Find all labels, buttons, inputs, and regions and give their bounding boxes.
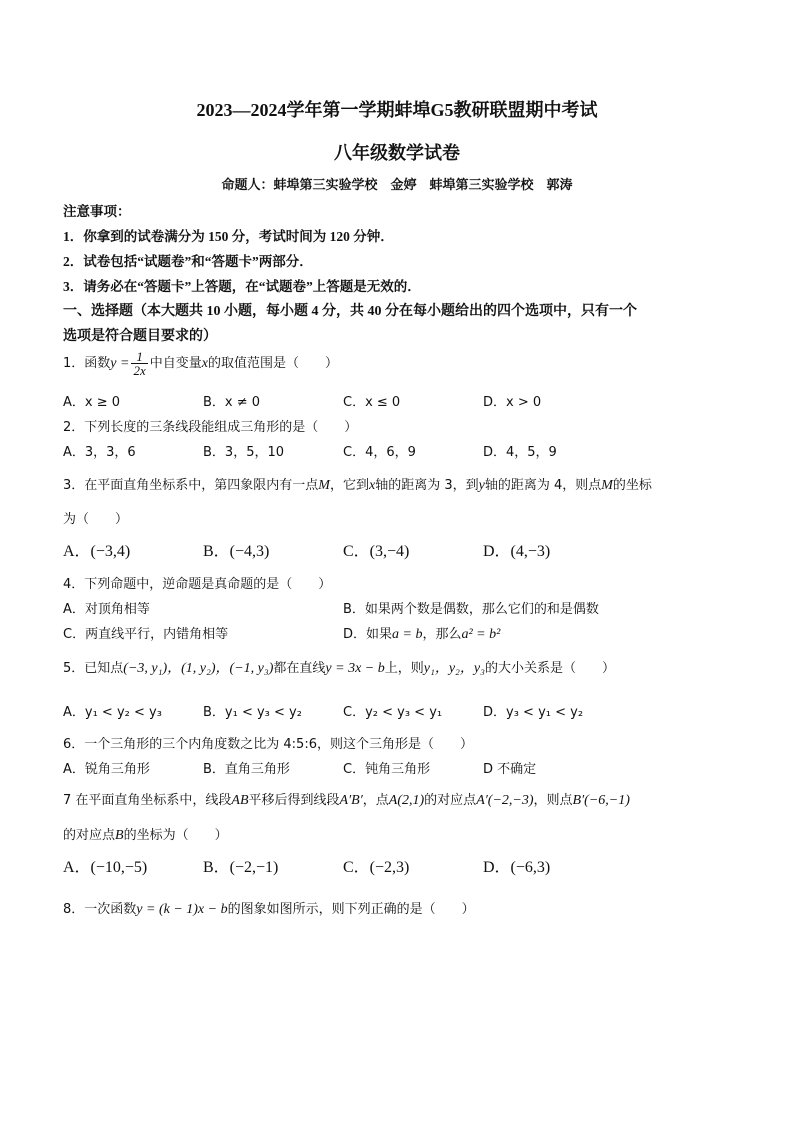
note-item-1: 1．你拿到的试卷满分为 150 分，考试时间为 120 分钟． bbox=[63, 229, 394, 244]
q4-option-a: A．对顶角相等 bbox=[63, 602, 150, 617]
q1-var: x bbox=[201, 356, 208, 371]
q4-optd-eq1: a = b bbox=[392, 627, 423, 642]
q4-optd-mid: ，那么 bbox=[422, 627, 462, 642]
q7-part2: 平移后得到线段 bbox=[248, 793, 340, 808]
q1-frac-den: 2x bbox=[133, 363, 146, 378]
note-item-2: 2．试卷包括“试题卷”和“答题卡”两部分． bbox=[63, 254, 313, 269]
q3-part3: 轴的距离为 3，到 bbox=[375, 478, 479, 493]
q1-post: 的取值范围是（ ） bbox=[207, 356, 338, 371]
q7-line2-post: 的坐标为（ ） bbox=[123, 828, 228, 843]
question-6-stem: 6．一个三角形的三个内角度数之比为 4:5:6，则这个三角形是（ ） bbox=[63, 737, 473, 752]
question-3-stem bbox=[63, 474, 652, 494]
q7-a2: A′(−2,−3) bbox=[476, 793, 534, 808]
q6-option-c: C．钝角三角形 bbox=[343, 762, 431, 777]
q5-option-a: A．y₁ < y₂ < y₃ bbox=[63, 705, 162, 720]
q5-post1: 上，则 bbox=[384, 661, 424, 676]
q1-option-c: C．x ≤ 0 bbox=[343, 395, 401, 410]
q5-line: y = 3x − b bbox=[325, 661, 385, 676]
q7-part1: 7 在平面直角坐标系中，线段 bbox=[63, 793, 232, 808]
q3-option-a: A．(−3,4) bbox=[63, 543, 131, 560]
q8-post: 的图象如图所示，则下列正确的是（ ） bbox=[227, 902, 475, 917]
q7-option-b: B．(−2,−1) bbox=[203, 859, 279, 876]
q3-option-d: D．(4,−3) bbox=[483, 543, 551, 560]
q7-b: B bbox=[115, 828, 124, 843]
q7-a: A(2,1) bbox=[388, 793, 425, 808]
q5-option-c: C．y₂ < y₃ < y₁ bbox=[343, 705, 443, 720]
q5-vars: y₁，y₂，y₃ bbox=[423, 661, 486, 676]
question-1-stem bbox=[63, 350, 338, 377]
q3-option-c: C．(3,−4) bbox=[343, 543, 410, 560]
section1-heading-line2: 选项是符合题目要求的） bbox=[63, 329, 217, 344]
notes-heading: 注意事项： bbox=[63, 204, 131, 219]
q3-part4: 轴的距离为 4，则点 bbox=[484, 478, 602, 493]
q3-part1: 3．在平面直角坐标系中，第四象限内有一点 bbox=[63, 478, 319, 493]
q7-ab2: A′B′ bbox=[339, 793, 363, 808]
exam-title: 2023—2024学年第一学期蚌埠G5教研联盟期中考试 bbox=[196, 100, 598, 120]
q6-option-d: D 不确定 bbox=[483, 762, 537, 777]
q7-option-c: C．(−2,3) bbox=[343, 859, 410, 876]
question-7-stem bbox=[63, 789, 630, 809]
question-8-stem bbox=[63, 898, 475, 918]
q3-m1: M bbox=[318, 478, 330, 493]
q5-points: (−3, y₁)，(1, y₂)，(−1, y₃) bbox=[123, 661, 274, 676]
q7-option-d: D．(−6,3) bbox=[483, 859, 551, 876]
q2-option-a: A．3，3，6 bbox=[63, 445, 136, 460]
q2-option-c: C．4，6，9 bbox=[343, 445, 416, 460]
exam-subtitle: 八年级数学试卷 bbox=[334, 143, 460, 163]
q1-fraction bbox=[131, 350, 147, 377]
q5-mid: 都在直线 bbox=[273, 661, 326, 676]
q4-option-d bbox=[343, 623, 500, 643]
q3-m2: M bbox=[601, 478, 613, 493]
q4-option-c: C．两直线平行，内错角相等 bbox=[63, 627, 229, 642]
exam-authors: 命题人：蚌埠第三实验学校 金婷 蚌埠第三实验学校 郭涛 bbox=[221, 177, 573, 192]
q1-prefix: 1．函数 bbox=[63, 356, 111, 371]
q7-part3: ，点 bbox=[362, 793, 389, 808]
q2-option-b: B．3，5，10 bbox=[203, 445, 285, 460]
q7-ab: AB bbox=[231, 793, 249, 808]
q7-option-a: A．(−10,−5) bbox=[63, 859, 148, 876]
q1-option-d: D．x > 0 bbox=[483, 395, 542, 410]
q3-option-b: B．(−4,3) bbox=[203, 543, 270, 560]
q7-line2-pre: 的对应点 bbox=[63, 828, 116, 843]
q1-frac-num: 1 bbox=[131, 350, 147, 364]
q2-option-d: D．4，5，9 bbox=[483, 445, 557, 460]
q4-option-b: B．如果两个数是偶数，那么它们的和是偶数 bbox=[343, 602, 599, 617]
question-7-line2 bbox=[63, 824, 228, 844]
q7-b2: B′(−6,−1) bbox=[572, 793, 630, 808]
q3-x: x bbox=[368, 478, 376, 493]
q4-optd-pre: D．如果 bbox=[343, 627, 393, 642]
q1-option-b: B．x ≠ 0 bbox=[203, 395, 261, 410]
question-5-stem bbox=[63, 657, 615, 677]
q5-pre: 5．已知点 bbox=[63, 661, 124, 676]
q8-eq: y = (k − 1)x − b bbox=[136, 902, 228, 917]
q3-y: y bbox=[478, 478, 485, 493]
question-4-stem: 4．下列命题中，逆命题是真命题的是（ ） bbox=[63, 577, 332, 592]
q6-option-b: B．直角三角形 bbox=[203, 762, 290, 777]
q6-option-a: A．锐角三角形 bbox=[63, 762, 150, 777]
q5-post2: 的大小关系是（ ） bbox=[485, 661, 616, 676]
q3-part2: ，它到 bbox=[329, 478, 369, 493]
q8-pre: 8．一次函数 bbox=[63, 902, 137, 917]
q7-part5: ，则点 bbox=[533, 793, 573, 808]
q5-option-d: D．y₃ < y₁ < y₂ bbox=[483, 705, 584, 720]
q3-part5: 的坐标 bbox=[612, 478, 652, 493]
section1-heading-line1: 一、选择题（本大题共 10 小题，每小题 4 分，共 40 分在每小题给出的四个选项中，只有一个 bbox=[63, 304, 637, 319]
q5-option-b: B．y₁ < y₃ < y₂ bbox=[203, 705, 302, 720]
q1-mid: 中自变量 bbox=[149, 356, 202, 371]
q7-part4: 的对应点 bbox=[424, 793, 477, 808]
question-2-stem: 2．下列长度的三条线段能组成三角形的是（ ） bbox=[63, 420, 358, 435]
q1-eq: y = bbox=[110, 356, 130, 371]
note-item-3: 3．请务必在“答题卡”上答题，在“试题卷”上答题是无效的． bbox=[63, 279, 421, 294]
question-3-line2: 为（ ） bbox=[63, 512, 129, 527]
q1-option-a: A．x ≥ 0 bbox=[63, 395, 121, 410]
q4-optd-eq2: a² = b² bbox=[461, 627, 501, 642]
